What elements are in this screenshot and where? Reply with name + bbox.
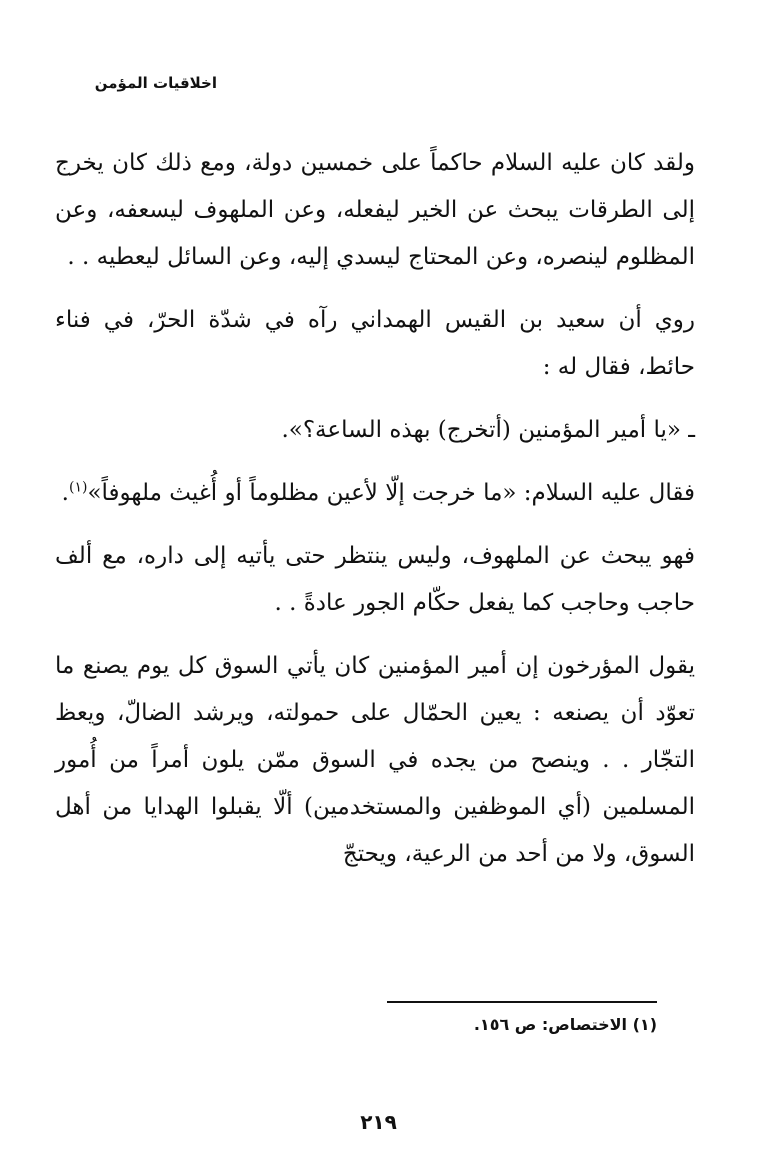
footnote-divider	[387, 1001, 657, 1003]
body-text	[55, 140, 695, 894]
paragraph-1: ولقد كان عليه السلام حاكماً على خمسين دولة، ومع ذلك كان يخرج إلى الطرقات يبحث عن الخير ليفعله، وعن الملهوف ليسعفه، وعن المظلوم لينصره، وعن المحتاج ليسدي إليه، وعن السائل ليعطيه . .	[55, 150, 695, 270]
page-number: ٢١٩	[360, 1110, 397, 1134]
answer-text: فقال عليه السلام: «ما خرجت إلّا لأعين مظلوماً أو أُغيث ملهوفاً»	[87, 480, 695, 506]
answer-end: .	[61, 480, 69, 506]
running-header: اخلاقيات المؤمن	[94, 74, 217, 92]
paragraph-6: يقول المؤرخون إن أمير المؤمنين كان يأتي السوق كل يوم يصنع ما تعوّد أن يصنعه : يعين الحمّال على حمولته، ويرشد الضالّ، ويعظ التجّار . . وينصح من يجده في السوق ممّن يلون أمراً من أُمور المسلمين (أي الموظفين والمستخدمين) ألّا يقبلوا الهدايا من أهل السوق، ولا من أحد من الرعية، ويحتجّ	[55, 653, 695, 867]
paragraph-2: روي أن سعيد بن القيس الهمداني رآه في شدّة الحرّ، في فناء حائط، فقال له :	[55, 307, 695, 380]
paragraph-5: فهو يبحث عن الملهوف، وليس ينتظر حتى يأتيه إلى داره، مع ألف حاجب وحاجب كما يفعل حكّام الجور عادةً . .	[55, 543, 695, 616]
footnote-marker: (١)	[68, 479, 88, 496]
footnote: (١) الاختصاص: ص ١٥٦.	[473, 1015, 657, 1034]
paragraph-4-answer	[55, 470, 695, 517]
paragraph-3-question: ـ «يا أمير المؤمنين (أتخرج) بهذه الساعة؟».	[281, 417, 695, 443]
